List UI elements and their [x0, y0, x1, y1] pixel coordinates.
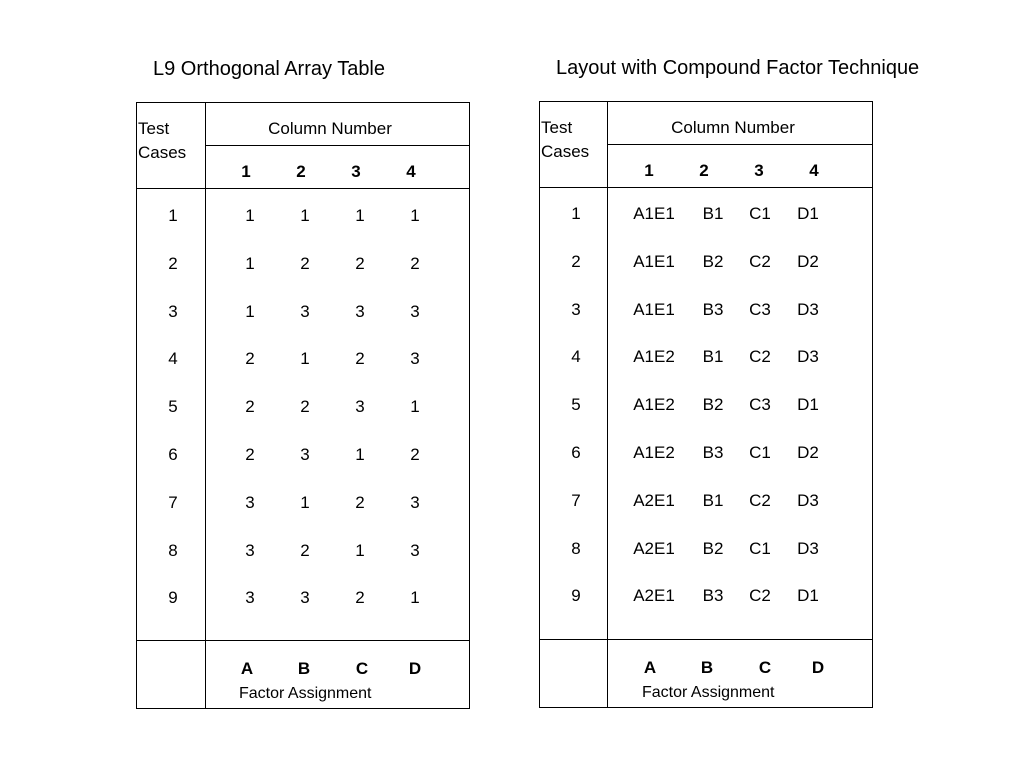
table-cell: A1E2	[633, 395, 675, 415]
column-header: 2	[296, 162, 306, 181]
table-cell: 1	[300, 349, 310, 369]
table-cell: C2	[749, 586, 771, 606]
table-cell: 3	[410, 492, 420, 512]
table-cell: B1	[702, 204, 724, 223]
test-case-number: 4	[168, 349, 178, 369]
table-cell: 1	[245, 301, 255, 321]
test-case-number: 9	[168, 588, 178, 608]
factor-letter: A	[643, 658, 657, 677]
table-cell: C3	[749, 395, 771, 415]
test-case-number: 9	[571, 586, 581, 606]
table-cell: B2	[702, 395, 724, 415]
test-case-number: 1	[571, 204, 581, 223]
left-table-title: L9 Orthogonal Array Table	[153, 58, 386, 80]
table-cell: 3	[300, 445, 310, 464]
test-case-number: 4	[571, 347, 581, 367]
table-cell: 3	[300, 588, 310, 608]
table-cell: 1	[300, 206, 310, 225]
table-cell: 1	[300, 492, 310, 512]
column-number-label: Column Number	[268, 119, 392, 138]
factor-letter: B	[297, 659, 311, 678]
table-cell: 2	[355, 588, 365, 608]
table-cell: C2	[749, 347, 771, 367]
table-cell: C2	[749, 490, 771, 510]
test-cases-label: Cases	[541, 142, 590, 161]
table-cell: 3	[410, 349, 420, 369]
table-cell: D1	[797, 586, 819, 606]
table-cell: 1	[410, 397, 420, 417]
test-case-number: 3	[168, 301, 178, 321]
right-table-title: Layout with Compound Factor Technique	[556, 57, 920, 79]
divider	[137, 188, 469, 189]
divider	[137, 640, 469, 641]
test-case-number: 3	[571, 299, 581, 319]
table-cell: A1E1	[633, 299, 675, 319]
test-case-number: 7	[168, 492, 178, 512]
table-cell: A1E2	[633, 443, 675, 462]
table-cell: D3	[797, 538, 819, 558]
table-cell: 3	[355, 301, 365, 321]
table-cell: A2E1	[633, 490, 675, 510]
test-cases-label: Test	[138, 119, 170, 138]
table-cell: B1	[702, 347, 724, 367]
divider	[540, 187, 872, 188]
table-cell: 2	[300, 540, 310, 560]
table-cell: 1	[355, 445, 365, 464]
table-cell: 2	[300, 397, 310, 417]
test-case-number: 8	[571, 538, 581, 558]
test-cases-label: Test	[541, 118, 573, 137]
test-case-number: 7	[571, 490, 581, 510]
table-cell: 2	[410, 445, 420, 464]
column-number-label: Column Number	[671, 118, 795, 137]
test-case-number: 6	[168, 445, 178, 464]
table-cell: 3	[300, 301, 310, 321]
table-cell: 3	[410, 540, 420, 560]
table-cell: 2	[355, 349, 365, 369]
factor-assignment-label: Factor Assignment	[239, 685, 372, 702]
test-case-number: 5	[571, 395, 581, 415]
table-cell: 1	[245, 206, 255, 225]
table-cell: D2	[797, 251, 819, 271]
divider	[607, 144, 872, 145]
table-cell: 2	[300, 253, 310, 273]
factor-letter: B	[700, 658, 714, 677]
table-cell: 2	[410, 253, 420, 273]
column-header: 1	[644, 161, 654, 180]
table-cell: A1E1	[633, 204, 675, 223]
factor-letter: A	[240, 659, 254, 678]
factor-letter: D	[811, 658, 825, 677]
table-cell: B2	[702, 251, 724, 271]
table-cell: B3	[702, 586, 724, 606]
factor-letter: C	[758, 658, 772, 677]
divider	[540, 639, 872, 640]
table-cell: 2	[245, 397, 255, 417]
test-case-number: 2	[168, 253, 178, 273]
table-cell: D3	[797, 347, 819, 367]
table-cell: B2	[702, 538, 724, 558]
table-cell: 1	[355, 540, 365, 560]
table-cell: 3	[245, 492, 255, 512]
table-cell: B3	[702, 443, 724, 462]
table-cell: 2	[245, 445, 255, 464]
test-case-number: 6	[571, 443, 581, 462]
table-cell: 3	[245, 588, 255, 608]
table-cell: B3	[702, 299, 724, 319]
table-cell: 1	[245, 253, 255, 273]
divider	[607, 102, 608, 707]
test-cases-label: Cases	[138, 143, 187, 162]
table-cell: A1E1	[633, 251, 675, 271]
table-cell: 1	[410, 206, 420, 225]
divider	[205, 145, 469, 146]
test-case-number: 2	[571, 251, 581, 271]
table-cell: C1	[749, 204, 771, 223]
column-header: 3	[351, 162, 361, 181]
table-cell: 3	[245, 540, 255, 560]
test-case-number: 1	[168, 206, 178, 225]
table-cell: A1E2	[633, 347, 675, 367]
test-case-number: 5	[168, 397, 178, 417]
factor-assignment-label: Factor Assignment	[642, 684, 775, 701]
table-cell: C1	[749, 538, 771, 558]
table-cell: A2E1	[633, 538, 675, 558]
column-header: 1	[241, 162, 251, 181]
table-cell: 3	[355, 397, 365, 417]
table-cell: C2	[749, 251, 771, 271]
table-cell: 1	[410, 588, 420, 608]
column-header: 3	[754, 161, 764, 180]
table-cell: B1	[702, 490, 724, 510]
factor-letter: C	[355, 659, 369, 678]
table-cell: D3	[797, 299, 819, 319]
column-header: 4	[809, 161, 819, 180]
table-cell: 3	[410, 301, 420, 321]
table-cell: 2	[355, 253, 365, 273]
table-cell: D3	[797, 490, 819, 510]
table-cell: 2	[245, 349, 255, 369]
factor-letter: D	[408, 659, 422, 678]
test-case-number: 8	[168, 540, 178, 560]
table-cell: D1	[797, 204, 819, 223]
table-cell: A2E1	[633, 586, 675, 606]
table-cell: D1	[797, 395, 819, 415]
column-header: 2	[699, 161, 709, 180]
column-header: 4	[406, 162, 416, 181]
table-cell: C3	[749, 299, 771, 319]
divider	[205, 103, 206, 708]
table-cell: 2	[355, 492, 365, 512]
table-cell: D2	[797, 443, 819, 462]
table-cell: 1	[355, 206, 365, 225]
table-cell: C1	[749, 443, 771, 462]
